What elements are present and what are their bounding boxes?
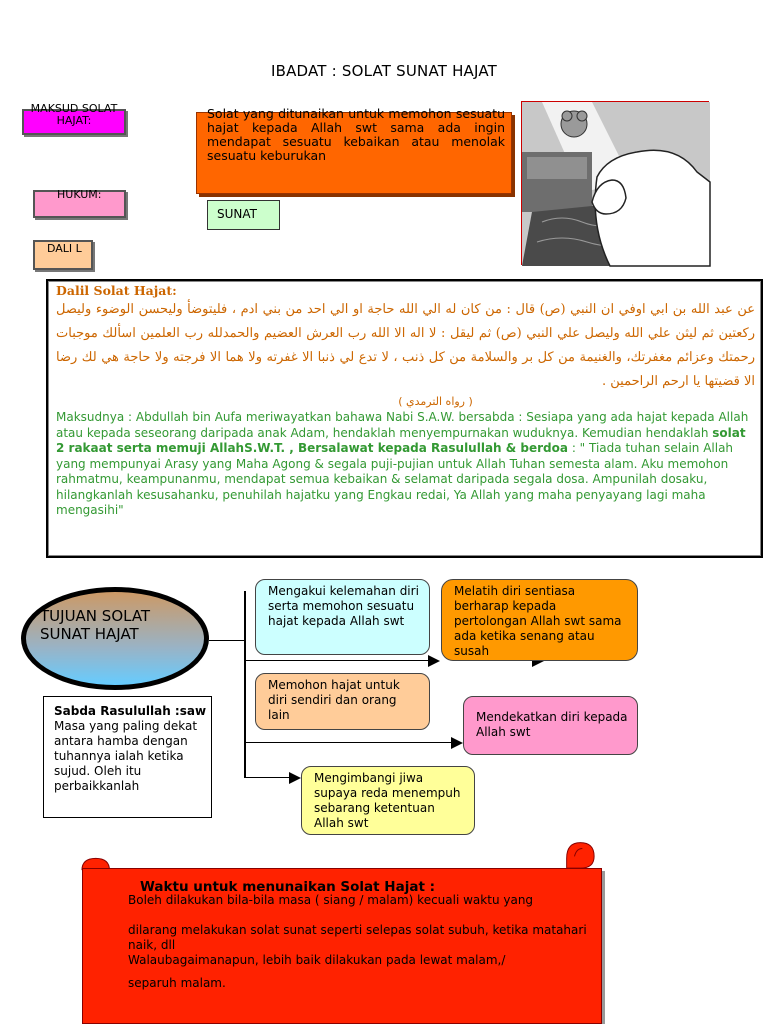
tujuan-item-3: Memohon hajat untuk diri sendiri dan orang lain [255,673,430,730]
arrow-2 [428,655,440,667]
waktu-content [128,880,588,991]
dalil-riwayat: ( رواه الترمدي ) [398,395,473,408]
waktu-line-1: Boleh dilakukan bila-bila masa ( siang / malam) kecuali waktu yang [128,893,534,907]
hukum-label [33,190,126,218]
sabda-box [43,696,212,818]
definition-text: Solat yang ditunaikan untuk memohon sesuatu hajat kepada Allah swt sama ada ingin mendapat sesuatu kebaikan atau menolak sesuatu keburukan [207,106,505,163]
prostration-illustration [521,101,709,265]
connector-2 [245,660,428,661]
dalil-heading: Dalil Solat Hajat: [56,283,177,298]
translation-part-2: : " Tiada tuhan selain Allah yang mempunyai Arasy yang Maha Agong & segala puji-pujian untuk Allah Tuhan semesta alam. Aku memohon rahmatmu, keampunanmu, mendapat semua kebaikan & selamat daripada segala dosa. Ampunilah dosaku, hilangkanlah kesusahanku, penuhilah hajatku yang Engkau redai, Ya Allah yang maha penyayang lagi maha mengasihi" [56,441,734,517]
hukum-label-text: HUKUM: [57,188,102,201]
prostration-image [522,102,710,266]
tujuan-item-5: Mengimbangi jiwa supaya reda menempuh sebarang ketentuan Allah swt [301,766,475,835]
tujuan-item-2: Melatih diri sentiasa berharap kepada pertolongan Allah swt sama ada ketika senang atau susah [441,579,638,661]
waktu-line-4: separuh malam. [128,976,226,990]
connector-4 [245,777,290,778]
page-title: IBADAT : SOLAT SUNAT HAJAT [270,62,498,80]
arrow-4 [289,772,301,784]
dalil-translation [56,410,755,519]
waktu-heading: Waktu untuk menunaikan Solat Hajat : [140,879,436,895]
connector-vertical [244,591,246,778]
connector-1 [209,640,245,641]
maksud-label [22,102,126,135]
translation-bold: solat 2 rakaat serta memuji AllahS.W.T. , Bersalawat kepada Rasulullah & berdoa [56,425,746,455]
waktu-line-3: Walaubagaimanapun, lebih baik dilakukan pada lewat malam,/ [128,953,506,967]
dalil-label: DALI L [33,240,93,270]
dalil-arabic-text: عن عبد الله بن ابي اوفي ان النبي (ص) قال : من كان له الي الله حاجة او الي احد من بني ادم ، فليتوضأ وليحسن الوضوء وليصل ركعتين ثم ليثن علي الله وليصل علي النبي (ص) ثم ليقل : لا اله الا الله رب العرش العضيم والحمدلله رب العلمين اسألك موجبات رحمتك وعزائم مغفرتك، والغنيمة من كل بر والسلامة من كل ذنب ، لا تدع لي ذنبا الا غفرته ولا هما الا فرجته ولا حاجة هي لك رضا الا قضيتها يا ارحم الراحمين . [56,302,755,389]
tujuan-item-4: Mendekatkan diri kepada Allah swt [463,696,638,755]
tujuan-title: TUJUAN SOLAT SUNAT HAJAT [40,607,151,643]
hukum-value: SUNAT [207,200,280,230]
maksud-label-text: MAKSUD SOLAT HAJAT: [30,102,118,127]
connector-3 [245,742,451,743]
definition-box [196,106,512,194]
tujuan-item-1: Mengakui kelemahan diri serta memohon sesuatu hajat kepada Allah swt [255,579,430,655]
arrow-3 [451,737,463,749]
sabda-text: Masa yang paling dekat antara hamba dengan tuhannya ialah ketika sujud. Oleh itu perbaikkanlah [54,719,198,793]
dalil-box [46,279,763,558]
waktu-line-2: dilarang melakukan solat sunat seperti selepas solat subuh, ketika matahari naik, dll [128,923,587,952]
translation-part-1: Maksudnya : Abdullah bin Aufa meriwayatkan bahawa Nabi S.A.W. bersabda : Sesiapa yang ada hajat kepada Allah atau kepada seseorang daripada anak Adam, hendaklah menyempurnakan wuduknya. Kemudian hendaklah [56,410,749,440]
sabda-heading: Sabda Rasulullah :saw [54,704,207,718]
